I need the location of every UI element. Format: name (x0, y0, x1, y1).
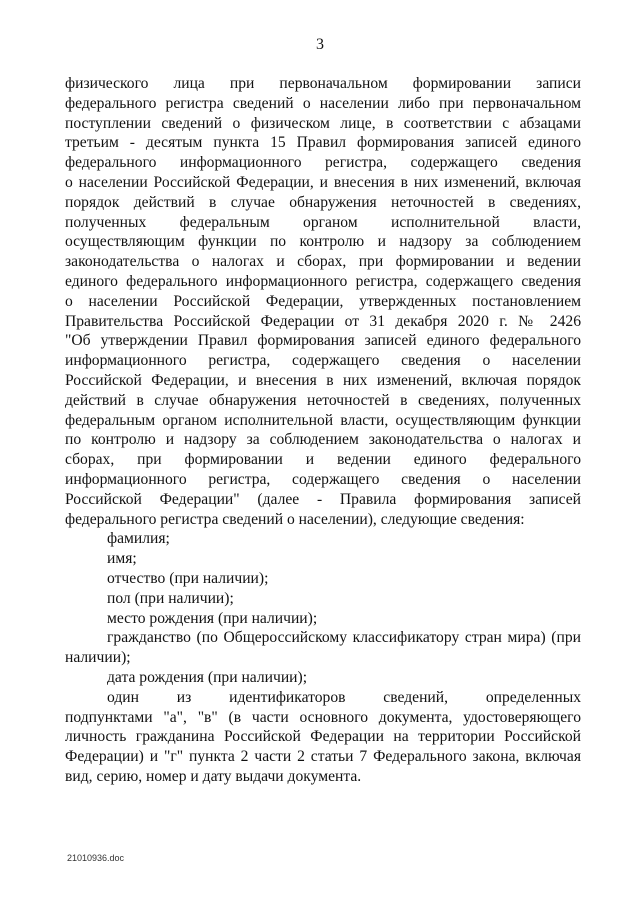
text-line: законодательства о налогах и сборах, при формировании и ведении (65, 253, 581, 271)
list-item: имя; (107, 550, 137, 568)
text-line: подпунктами "а", "в" (в части основного документа, удостоверяющего (65, 708, 581, 726)
text-line: сборах, при формировании и ведении единого федерального (65, 451, 581, 469)
list-item: один из идентификаторов сведений, определенных (107, 688, 581, 706)
text-line: личность гражданина Российской Федерации на территории Российской (65, 728, 581, 746)
text-line: наличии); (65, 649, 131, 667)
text-line: вид, серию, номер и дату выдачи документа. (65, 767, 362, 785)
text-line: третьим - десятым пункта 15 Правил формирования записей единого (65, 134, 581, 152)
text-line: федеральным органом исполнительной власти, осуществляющим функции (65, 411, 581, 429)
text-line: единого федерального информационного регистра, содержащего сведения (65, 272, 581, 290)
list-item: фамилия; (107, 530, 170, 548)
document-body (65, 74, 581, 787)
list-item: пол (при наличии); (107, 589, 234, 607)
text-line: о населении Российской Федерации, и внесения в них изменений, включая (65, 173, 581, 191)
text-line: информационного регистра, содержащего сведения о населении (65, 352, 581, 370)
text-line: информационного регистра, содержащего сведения о населении (65, 470, 581, 488)
text-line: Федерации) и "г" пункта 2 части 2 статьи 7 Федерального закона, включая (65, 748, 581, 766)
text-line: Российской Федерации, и внесения в них изменений, включая порядок (65, 371, 581, 389)
list-item: дата рождения (при наличии); (107, 668, 308, 686)
text-line: федерального информационного регистра, содержащего сведения (65, 154, 581, 172)
text-line: физического лица при первоначальном формировании записи (65, 75, 581, 92)
text-line: Правительства Российской Федерации от 31 декабря 2020 г. № 2426 (65, 312, 581, 330)
text-line: осуществляющим функции по контролю и надзору за соблюдением (65, 233, 581, 251)
text-line: действий в случае обнаружения неточностей в сведениях, полученных (65, 391, 581, 409)
text-line: поступлении сведений о физическом лице, в соответствии с абзацами (65, 114, 581, 132)
text-line: федерального регистра сведений о населении либо при первоначальном (65, 94, 581, 112)
text-line: порядок действий в случае обнаружения неточностей в сведениях, (65, 193, 581, 211)
list-item: отчество (при наличии); (107, 569, 269, 587)
text-line: о населении Российской Федерации, утвержденных постановлением (65, 292, 581, 310)
list-item: гражданство (по Общероссийскому классификатору стран мира) (при (107, 629, 581, 647)
text-line: "Об утверждении Правил формирования записей единого федерального (65, 332, 581, 350)
page-number: 3 (316, 36, 324, 53)
list-item: место рождения (при наличии); (107, 609, 318, 627)
text-line: Российской Федерации" (далее - Правила формирования записей (65, 490, 581, 508)
text-line: по контролю и надзору за соблюдением законодательства о налогах и (65, 431, 581, 449)
file-code: 21010936.doc (67, 853, 125, 863)
text-line: полученных федеральным органом исполнительной власти, (65, 213, 581, 231)
text-line: федерального регистра сведений о населении), следующие сведения: (65, 510, 525, 528)
